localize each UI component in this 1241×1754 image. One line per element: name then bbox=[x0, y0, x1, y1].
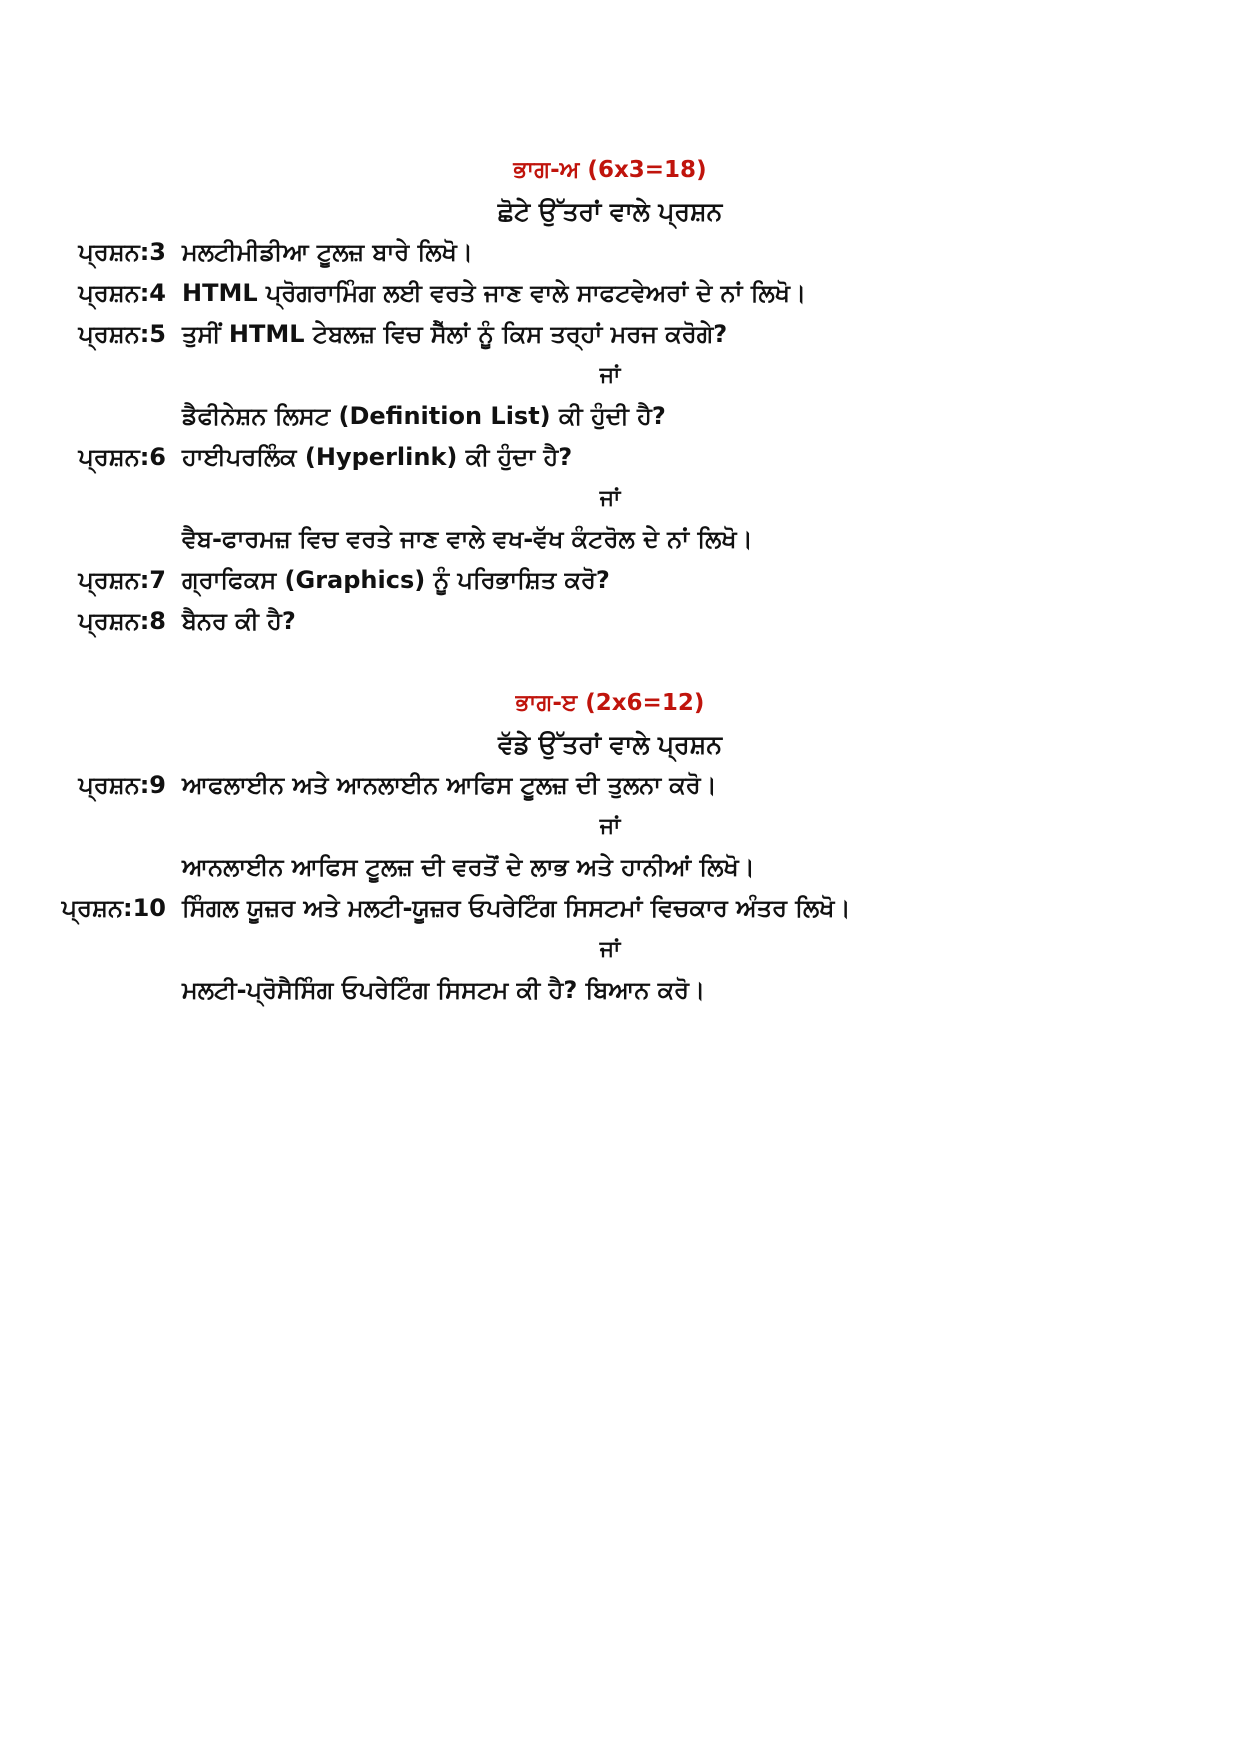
alternative-row bbox=[0, 970, 1241, 1011]
alternative-row bbox=[0, 847, 1241, 888]
question-row bbox=[0, 888, 1241, 929]
part-b-section bbox=[0, 683, 1241, 1011]
or-row bbox=[0, 806, 1241, 847]
or-label: ਜਾਂ bbox=[599, 486, 621, 511]
question-number: ਪ੍ਰਸ਼ਨ:6 bbox=[78, 443, 166, 471]
or-label: ਜਾਂ bbox=[599, 937, 621, 962]
part-a-heading-row bbox=[0, 191, 1241, 232]
part-b-heading: ਵੱਡੇ ਉੱਤਰਾਂ ਵਾਲੇ ਪ੍ਰਸ਼ਨ bbox=[498, 730, 722, 759]
part-a-title-row bbox=[0, 150, 1241, 191]
question-number: ਪ੍ਰਸ਼ਨ:10 bbox=[61, 894, 166, 922]
alternative-question-text: ਵੈਬ-ਫਾਰਮਜ਼ ਵਿਚ ਵਰਤੇ ਜਾਣ ਵਾਲੇ ਵਖ-ਵੱਖ ਕੰਟਰੋਲ ਦੇ ਨਾਂ ਲਿਖੋ। bbox=[182, 525, 753, 553]
alternative-question-text: ਆਨਲਾਈਨ ਆਫਿਸ ਟੂਲਜ਼ ਦੀ ਵਰਤੋਂ ਦੇ ਲਾਭ ਅਤੇ ਹਾਨੀਆਂ ਲਿਖੋ। bbox=[182, 853, 755, 881]
question-text: HTML ਪ੍ਰੋਗਰਾਮਿੰਗ ਲਈ ਵਰਤੇ ਜਾਣ ਵਾਲੇ ਸਾਫਟਵੇਅਰਾਂ ਦੇ ਨਾਂ ਲਿਖੋ। bbox=[182, 279, 807, 307]
question-row bbox=[0, 314, 1241, 355]
part-a-title: ਭਾਗ-ਅ (6x3=18) bbox=[513, 157, 707, 183]
or-label: ਜਾਂ bbox=[599, 814, 621, 839]
part-a-heading: ਛੋਟੇ ਉੱਤਰਾਂ ਵਾਲੇ ਪ੍ਰਸ਼ਨ bbox=[497, 197, 723, 226]
question-row bbox=[0, 601, 1241, 642]
question-text: ਤੁਸੀਂ HTML ਟੇਬਲਜ਼ ਵਿਚ ਸੈੱਲਾਂ ਨੂੰ ਕਿਸ ਤਰ੍ਹਾਂ ਮਰਜ ਕਰੋਗੇ? bbox=[182, 320, 728, 348]
or-row bbox=[0, 355, 1241, 396]
question-row bbox=[0, 560, 1241, 601]
part-a-section bbox=[0, 150, 1241, 642]
alternative-question-text: ਮਲਟੀ-ਪ੍ਰੋਸੈਸਿੰਗ ਓਪਰੇਟਿੰਗ ਸਿਸਟਮ ਕੀ ਹੈ? ਬਿਆਨ ਕਰੋ। bbox=[182, 976, 706, 1004]
part-b-title: ਭਾਗ-ੲ (2x6=12) bbox=[515, 690, 705, 716]
alternative-question-text: ਡੈਫੀਨੇਸ਼ਨ ਲਿਸਟ (Definition List) ਕੀ ਹੁੰਦੀ ਹੈ? bbox=[182, 402, 666, 430]
part-b-title-row bbox=[0, 683, 1241, 724]
question-row bbox=[0, 765, 1241, 806]
question-number: ਪ੍ਰਸ਼ਨ:4 bbox=[78, 279, 166, 307]
or-label: ਜਾਂ bbox=[599, 363, 621, 388]
question-text: ਬੈਨਰ ਕੀ ਹੈ? bbox=[182, 607, 296, 635]
question-number: ਪ੍ਰਸ਼ਨ:3 bbox=[78, 238, 166, 266]
question-number: ਪ੍ਰਸ਼ਨ:5 bbox=[78, 320, 166, 348]
question-number: ਪ੍ਰਸ਼ਨ:7 bbox=[78, 566, 166, 594]
question-number: ਪ੍ਰਸ਼ਨ:9 bbox=[78, 771, 166, 799]
question-text: ਸਿੰਗਲ ਯੂਜ਼ਰ ਅਤੇ ਮਲਟੀ-ਯੂਜ਼ਰ ਓਪਰੇਟਿੰਗ ਸਿਸਟਮਾਂ ਵਿਚਕਾਰ ਅੰਤਰ ਲਿਖੋ। bbox=[182, 894, 851, 922]
question-text: ਹਾਈਪਰਲਿੰਕ (Hyperlink) ਕੀ ਹੁੰਦਾ ਹੈ? bbox=[182, 443, 573, 471]
question-number: ਪ੍ਰਸ਼ਨ:8 bbox=[78, 607, 166, 635]
alternative-row bbox=[0, 396, 1241, 437]
question-row bbox=[0, 232, 1241, 273]
question-row bbox=[0, 273, 1241, 314]
question-text: ਗ੍ਰਾਫਿਕਸ (Graphics) ਨੂੰ ਪਰਿਭਾਸ਼ਿਤ ਕਰੋ? bbox=[182, 566, 610, 594]
question-text: ਮਲਟੀਮੀਡੀਆ ਟੂਲਜ਼ ਬਾਰੇ ਲਿਖੋ। bbox=[182, 238, 473, 266]
or-row bbox=[0, 478, 1241, 519]
or-row bbox=[0, 929, 1241, 970]
question-row bbox=[0, 437, 1241, 478]
alternative-row bbox=[0, 519, 1241, 560]
part-b-heading-row bbox=[0, 724, 1241, 765]
question-text: ਆਫਲਾਈਨ ਅਤੇ ਆਨਲਾਈਨ ਆਫਿਸ ਟੂਲਜ਼ ਦੀ ਤੁਲਨਾ ਕਰੋ। bbox=[182, 771, 717, 799]
